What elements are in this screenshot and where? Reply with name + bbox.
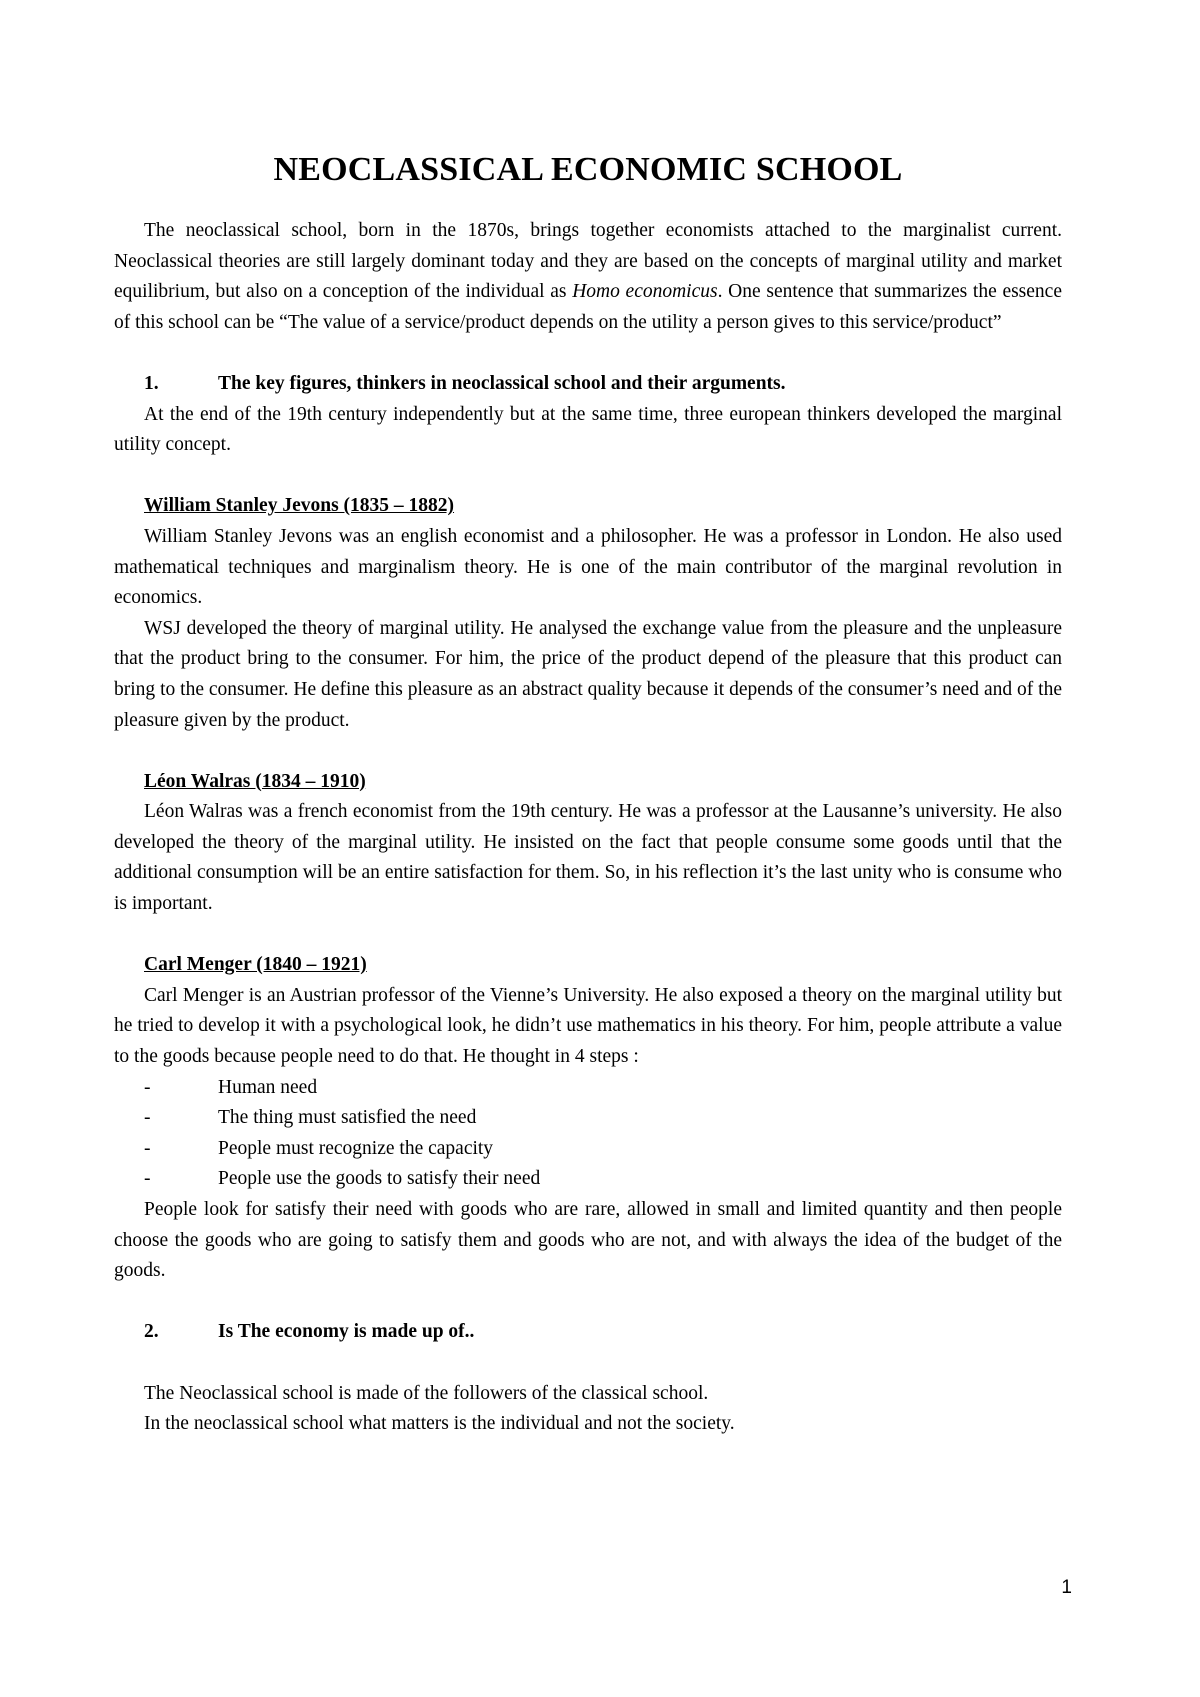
list-item [144,1134,1062,1165]
menger-heading: Carl Menger (1840 – 1921) [144,954,367,976]
intro-text-2: . One sentence that summarizes the essence of this school can be “The value of a service/product depends on the utility a person gives to this service/product” [114,281,1062,333]
intro-text-1: The neoclassical school, born in the 1870s, brings together economists attached to the marginalist current. Neoclassical theories are still largely dominant today and they are based on the concepts of marginal utility and market equilibrium, but also on a conception of the individual as [114,220,1062,303]
page-title: NEOCLASSICAL ECONOMIC SCHOOL [273,151,903,188]
page-content [114,148,1062,1440]
spacer [114,461,1062,492]
jevons-paragraph-1: William Stanley Jevons was an english economist and a philosopher. He was a professor in London. He also used mathematical techniques and marginalism theory. He is one of the main contributor of the marginal revolution in economics. [114,525,1062,609]
page-number: 1 [1061,1577,1072,1598]
list-item-text: People must recognize the capacity [218,1137,494,1159]
menger-paragraph-1: Carl Menger is an Austrian professor of the Vienne’s University. He also exposed a theory on the marginal utility but he tried to develop it with a psychological look, he didn’t use mathematics in his theory. For him, people attribute a value to the goods because people need to do that. He thought in 4 steps : [114,984,1062,1068]
list-item [144,1103,1062,1134]
bullet-dash: - [144,1168,151,1190]
spacer [114,1348,1062,1379]
menger-paragraph-2: People look for satisfy their need with goods who are rare, allowed in small and limited quantity and then people choose the goods who are going to satisfy them and goods who are not, and with always the idea of the budget of the goods. [114,1199,1062,1282]
list-item-text: People use the goods to satisfy their need [218,1168,541,1190]
section-2-line-2: In the neoclassical school what matters is the individual and not the society. [144,1413,735,1435]
jevons-paragraph-2: WSJ developed the theory of marginal utility. He analysed the exchange value from the pleasure and the unpleasure that the product bring to the consumer. For him, the price of the product depend of the pleasure that this product can bring to the consumer. He define this pleasure as an abstract quality because it depends of the consumer’s need and of the pleasure given by the product. [114,617,1062,731]
list-item [144,1164,1062,1195]
walras-paragraph: Léon Walras was a french economist from the 19th century. He was a professor at the Lausanne’s university. He also developed the theory of the marginal utility. He insisted on the fact that people consume some goods until that the additional consumption will be an entire satisfaction for them. So, in his reflection it’s the last unity who is consume who is important. [114,801,1062,915]
section-1-title: The key figures, thinkers in neoclassical school and their arguments. [218,372,786,394]
list-item-text: The thing must satisfied the need [218,1107,477,1129]
section-1-heading [144,369,1062,400]
section-2-heading [144,1317,1062,1348]
spacer [114,1287,1062,1318]
section-1-number: 1. [144,372,159,394]
walras-heading: Léon Walras (1834 – 1910) [144,770,366,792]
bullet-dash: - [144,1137,151,1159]
intro-italic-term: Homo economicus [572,281,718,303]
section-2-number: 2. [144,1321,159,1343]
spacer [114,338,1062,369]
bullet-dash: - [144,1076,151,1098]
section-2-line-1: The Neoclassical school is made of the followers of the classical school. [144,1382,709,1404]
spacer [114,736,1062,767]
spacer [114,920,1062,951]
section-2-title: Is The economy is made up of.. [218,1321,475,1343]
list-item [144,1073,1062,1104]
intro-paragraph [114,216,1062,338]
list-item-text: Human need [218,1076,318,1098]
menger-steps-list [114,1073,1062,1195]
bullet-dash: - [144,1107,151,1129]
jevons-heading: William Stanley Jevons (1835 – 1882) [144,495,455,517]
section-1-paragraph: At the end of the 19th century independently but at the same time, three european thinkers developed the marginal utility concept. [114,403,1062,456]
